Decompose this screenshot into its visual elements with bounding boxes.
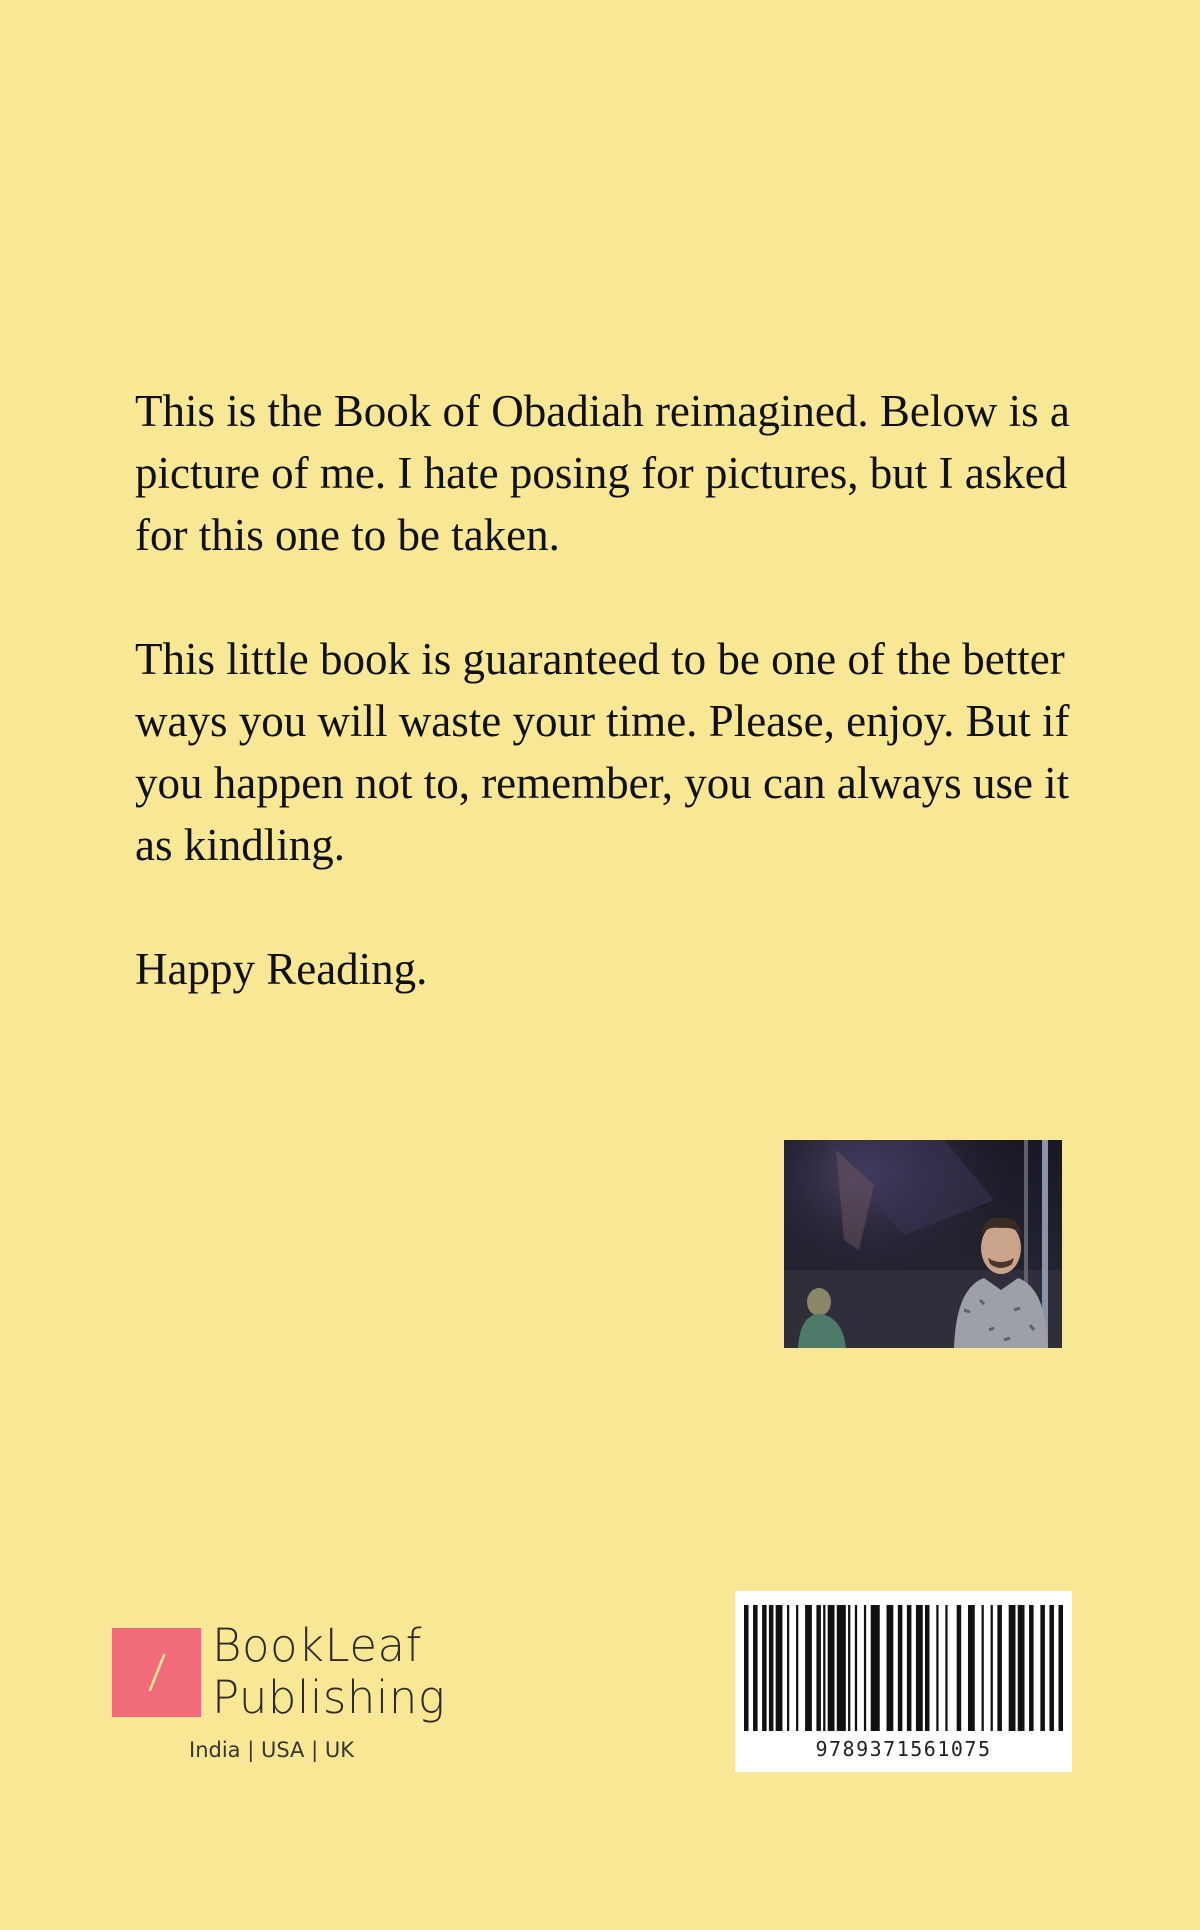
- barcode-bar: [925, 1605, 930, 1731]
- barcode-bar: [982, 1605, 984, 1731]
- publisher-logo: [112, 1619, 472, 1768]
- barcode-bar: [871, 1605, 880, 1731]
- barcode-bar: [1040, 1605, 1045, 1731]
- barcode-bar: [796, 1605, 798, 1731]
- isbn-barcode: [735, 1591, 1072, 1772]
- barcode-bar: [787, 1605, 789, 1731]
- barcode-bar: [848, 1605, 850, 1731]
- barcode-bar: [1049, 1605, 1054, 1731]
- blurb-paragraph-pitch: This little book is guaranteed to be one of the better ways you will waste your time. Please, enjoy. But if you happen not to, remember, you can always use it as kindling.: [135, 634, 1070, 870]
- barcode-bar: [907, 1605, 912, 1731]
- barcode-bar: [769, 1605, 774, 1731]
- barcode-bar: [887, 1605, 894, 1731]
- barcode-bar: [753, 1605, 758, 1731]
- barcode-bar: [828, 1605, 835, 1731]
- publisher-name-line2: Publishing: [212, 1671, 446, 1724]
- barcode-bar: [837, 1605, 846, 1731]
- barcode-bar: [816, 1605, 821, 1731]
- barcode-bars: [744, 1605, 1063, 1731]
- barcode-bar: [991, 1605, 993, 1731]
- barcode-bar: [855, 1605, 857, 1731]
- barcode-bar: [823, 1605, 825, 1731]
- barcode-bar: [1018, 1605, 1025, 1731]
- barcode-bar: [936, 1605, 938, 1731]
- publisher-regions: India | USA | UK: [189, 1738, 354, 1762]
- isbn-number: 9789371561075: [815, 1737, 992, 1761]
- barcode-bar: [945, 1605, 947, 1731]
- back-cover-blurb: [135, 380, 1095, 1062]
- barcode-bar: [968, 1605, 975, 1731]
- barcode-bar: [762, 1605, 767, 1731]
- barcode-bar: [916, 1605, 923, 1731]
- barcode-bar: [1058, 1605, 1063, 1731]
- barcode-bar: [744, 1605, 749, 1731]
- barcode-bar: [776, 1605, 783, 1731]
- author-photo: [784, 1140, 1062, 1348]
- blurb-paragraph-intro: This is the Book of Obadiah reimagined. Below is a picture of me. I hate posing for pictures, but I asked for this one to be taken.: [135, 386, 1070, 560]
- publisher-name: [212, 1620, 445, 1724]
- author-photo-image: [784, 1140, 1062, 1348]
- barcode-bar: [1009, 1605, 1016, 1731]
- blurb-paragraph-signoff: Happy Reading.: [135, 944, 428, 994]
- barcode-bar: [997, 1605, 1002, 1731]
- publisher-name-line1: BookLeaf: [212, 1619, 422, 1672]
- barcode-bar: [864, 1605, 866, 1731]
- barcode-bar: [805, 1605, 812, 1731]
- barcode-bar: [1029, 1605, 1034, 1731]
- slash-icon: [112, 1628, 201, 1717]
- barcode-bar: [898, 1605, 903, 1731]
- barcode-bar: [957, 1605, 962, 1731]
